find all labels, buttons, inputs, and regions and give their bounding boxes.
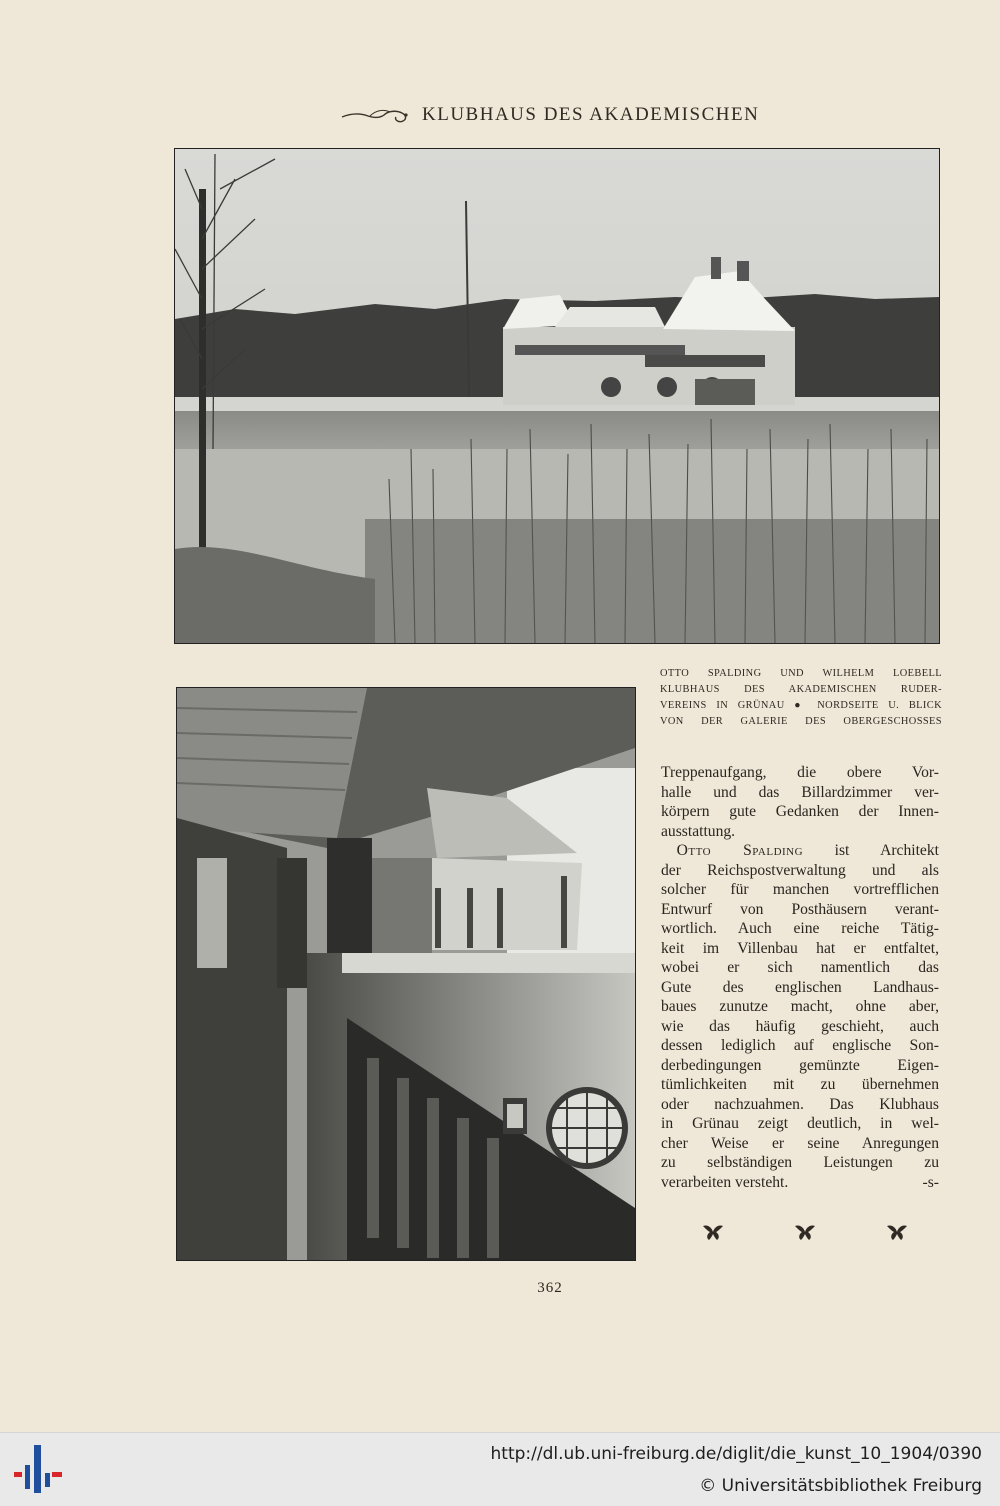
text-line-final — [661, 1173, 939, 1193]
header-title: KLUBHAUS DES AKADEMISCHEN — [422, 104, 760, 125]
text-line — [661, 841, 939, 861]
caption-line: VEREINS IN GRÜNAU ● NORDSEITE U. BLICK — [660, 700, 942, 711]
figure-caption — [660, 666, 942, 730]
text-fragment: verarbeiten versteht. — [661, 1173, 789, 1191]
text-line: in Grünau zeigt deutlich, in wel- — [661, 1115, 939, 1132]
ornament-icon — [340, 104, 410, 126]
author-name: Otto Spalding — [676, 842, 804, 859]
page-number: 362 — [537, 1280, 563, 1296]
text-line: cher Weise er seine Anregungen — [661, 1134, 939, 1152]
text-line: Treppenaufgang, die obere Vor- — [661, 764, 939, 781]
text-line: wobei er sich namentlich das — [661, 959, 939, 976]
permalink-url[interactable]: http://dl.ub.uni-freiburg.de/diglit/die_kunst_10_1904/0390 — [490, 1444, 982, 1464]
copyright-notice: © Universitätsbibliothek Freiburg — [699, 1476, 982, 1496]
caption-line: KLUBHAUS DES AKADEMISCHEN RUDER- — [660, 684, 942, 695]
clubhouse-lake-image — [175, 149, 939, 643]
text-line: keit im Villenbau hat er entfaltet, — [661, 939, 939, 957]
caption-line: VON DER GALERIE DES OBERGESCHOSSES — [660, 716, 942, 727]
caption-line: OTTO SPALDING UND WILHELM LOEBELL — [660, 668, 942, 679]
text-line: oder nachzuahmen. Das Klubhaus — [661, 1095, 939, 1113]
photo-gallery-view — [176, 687, 636, 1261]
text-line: ausstattung. — [661, 822, 736, 840]
text-line: wortlich. Auch eine reiche Tätig- — [661, 920, 939, 937]
fleuron-icon — [700, 1222, 726, 1242]
gallery-view-image — [177, 688, 635, 1260]
text-line: wie das häufig geschieht, auch — [661, 1017, 939, 1035]
text-line: der Reichspostverwaltung und als — [661, 861, 939, 879]
article-body — [661, 763, 939, 1192]
fleuron-icon — [792, 1222, 818, 1242]
photo-clubhouse-lake — [174, 148, 940, 644]
text-line: halle und das Billardzimmer ver- — [661, 783, 939, 801]
signature: -s- — [922, 1173, 939, 1191]
fleuron-row — [700, 1222, 910, 1242]
text-line: körpern gute Gedanken der Innen- — [661, 803, 939, 820]
fleuron-icon — [884, 1222, 910, 1242]
text-line: derbedingungen gemünzte Eigen- — [661, 1056, 939, 1074]
ub-freiburg-logo-icon[interactable] — [12, 1443, 64, 1495]
text-line: baues zunutze macht, ohne aber, — [661, 998, 939, 1015]
text-line: solcher für manchen vortrefflichen — [661, 881, 939, 898]
running-header — [340, 100, 800, 130]
text-line: Gute des englischen Landhaus- — [661, 978, 939, 996]
text-fragment: ist Architekt — [803, 842, 939, 859]
text-line: Entwurf von Posthäusern verant- — [661, 900, 939, 918]
text-line: tümlichkeiten mit zu übernehmen — [661, 1076, 939, 1093]
text-line: zu selbständigen Leistungen zu — [661, 1154, 939, 1171]
viewer-footer — [0, 1432, 1000, 1506]
text-line: dessen lediglich auf englische Son- — [661, 1037, 939, 1054]
